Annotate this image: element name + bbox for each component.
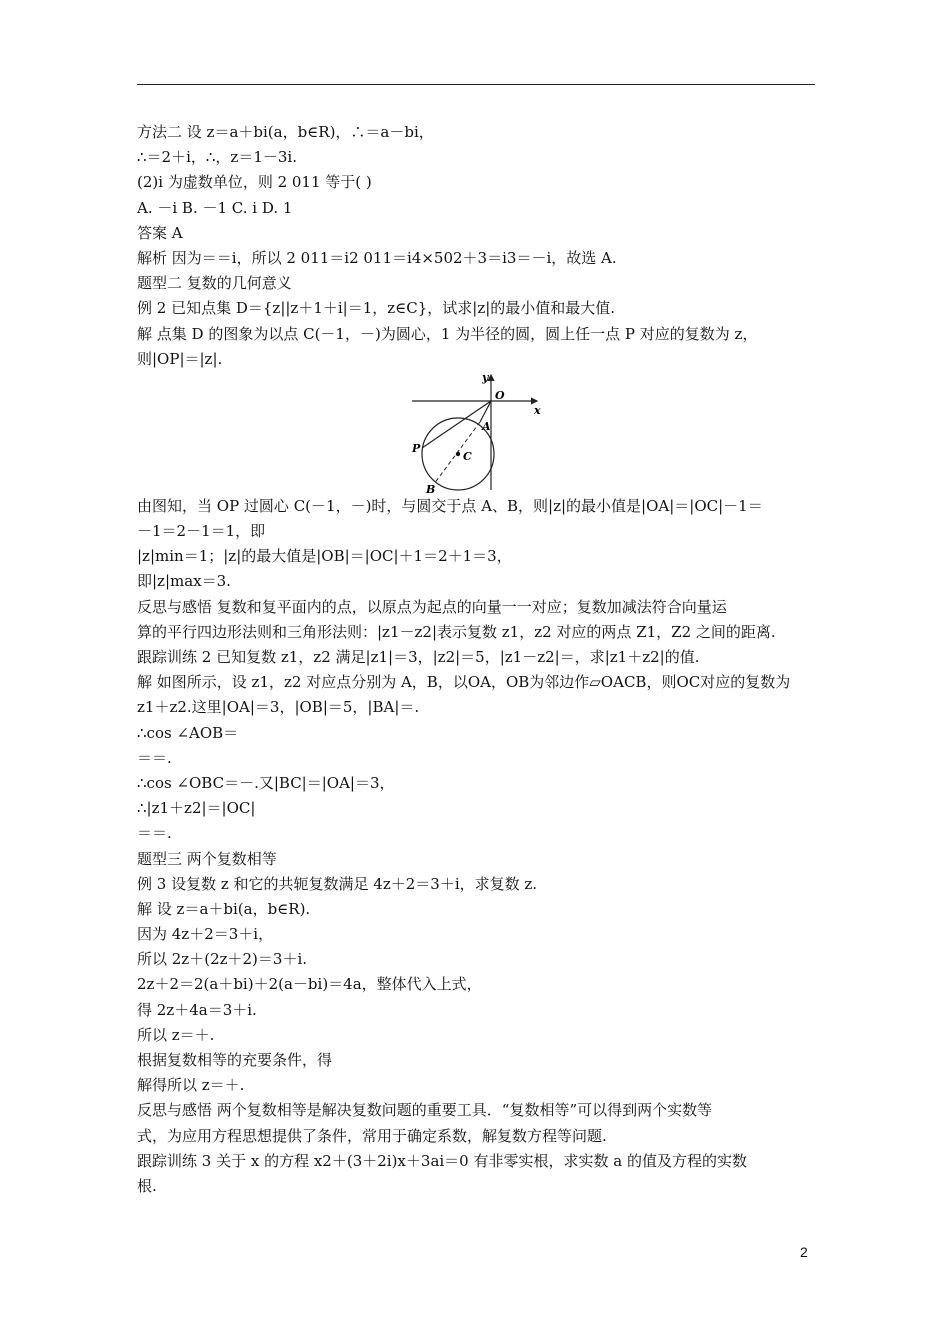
text-line: ∴cos ∠AOB＝ — [137, 723, 239, 742]
circle-diagram-svg — [409, 372, 549, 494]
header-rule — [137, 84, 815, 85]
text-line: 例 2 已知点集 D＝{z||z＋1＋i|＝1，z∈C}，试求|z|的最小值和最大值. — [137, 299, 616, 318]
label-p: P — [412, 441, 421, 455]
segment-op — [422, 401, 491, 448]
text-line: 根. — [137, 1176, 157, 1195]
label-b: B — [426, 482, 436, 494]
circle-diagram — [137, 372, 817, 494]
text-line: |z|min＝1；|z|的最大值是|OB|＝|OC|＋1＝2＋1＝3， — [137, 547, 512, 566]
text-line: 跟踪训练 3 关于 x 的方程 x2＋(3＋2i)x＋3ai＝0 有非零实根，求实数 a 的值及方程的实数 — [137, 1151, 747, 1170]
text-line: 由图知，当 OP 过圆心 C(－1，－)时，与圆交于点 A、B，则|z|的最小值是|OA|＝|OC|－1＝ — [137, 496, 763, 515]
text-line: 解得所以 z＝＋. — [137, 1076, 245, 1095]
text-line: 例 3 设复数 z 和它的共轭复数满足 4z＋2＝3＋i，求复数 z. — [137, 874, 538, 893]
text-line: (2)i 为虚数单位，则 2 011 等于( ) — [137, 173, 372, 192]
text-line: －1＝2－1＝1，即 — [137, 522, 266, 541]
label-a: A — [482, 419, 491, 433]
text-line: ∴＝2＋i，∴，z＝1－3i. — [137, 148, 297, 167]
text-line: 则|OP|＝|z|. — [137, 349, 223, 368]
text-line: A. －i B. －1 C. i D. 1 — [137, 198, 293, 217]
text-line: z1＋z2.这里|OA|＝3，|OB|＝5，|BA|＝. — [137, 698, 420, 717]
text-line: 所以 z＝＋. — [137, 1025, 215, 1044]
section-heading: 题型三 两个复数相等 — [137, 849, 277, 868]
page-content — [137, 120, 817, 1199]
label-o: O — [495, 388, 505, 402]
text-line: 即|z|max＝3. — [137, 572, 231, 591]
text-line: ∴|z1＋z2|＝|OC| — [137, 799, 256, 818]
center-point — [456, 452, 460, 456]
text-line: 反思与感悟 两个复数相等是解决复数问题的重要工具．“复数相等”可以得到两个实数等 — [137, 1101, 713, 1120]
text-line: 根据复数相等的充要条件，得 — [137, 1051, 333, 1069]
text-line: 算的平行四边形法则和三角形法则：|z1－z2|表示复数 z1，z2 对应的两点 Z1，Z2 之间的距离. — [137, 622, 776, 641]
label-y: y — [482, 371, 489, 384]
text-line: 解 如图所示，设 z1，z2 对应点分别为 A，B，以OA，OB为邻边作▱OACB，则OC对应的复数为 — [137, 673, 791, 692]
text-line: 因为 4z＋2＝3＋i， — [137, 925, 274, 944]
text-line: 所以 2z＋(2z＋2)＝3＋i. — [137, 950, 308, 969]
text-line: 解 点集 D 的图象为以点 C(－1，－)为圆心，1 为半径的圆，圆上任一点 P 对应的复数为 z， — [137, 324, 758, 343]
text-line: ∴cos ∠OBC＝－.又|BC|＝|OA|＝3， — [137, 773, 395, 792]
text-line: 式，为应用方程思想提供了条件，常用于确定系数，解复数方程等问题. — [137, 1126, 607, 1145]
section-heading: 题型二 复数的几何意义 — [137, 274, 292, 293]
text-line: 2z＋2＝2(a＋bi)＋2(a－bi)＝4a，整体代入上式， — [137, 975, 482, 994]
label-x: x — [534, 403, 541, 417]
text-line: 答案 A — [137, 223, 183, 242]
label-c: C — [463, 449, 472, 463]
text-line: 解析 因为＝＝i，所以 2 011＝i2 011＝i4×502＋3＝i3＝－i，故选 A. — [137, 248, 617, 267]
text-line: 方法二 设 z＝a＋bi(a，b∈R)，∴＝a－bi， — [137, 123, 434, 141]
text-line: ＝＝. — [137, 824, 172, 843]
text-line: 得 2z＋4a＝3＋i. — [137, 1000, 257, 1019]
text-line: 跟踪训练 2 已知复数 z1，z2 满足|z1|＝3，|z2|＝5，|z1－z2|＝，求|z1＋z2|的值. — [137, 648, 700, 666]
page-number: 2 — [800, 1244, 808, 1260]
text-line: 反思与感悟 复数和复平面内的点，以原点为起点的向量一一对应；复数加减法符合向量运 — [137, 597, 727, 616]
text-line: ＝＝. — [137, 748, 172, 767]
text-line: 解 设 z＝a＋bi(a，b∈R). — [137, 899, 311, 918]
